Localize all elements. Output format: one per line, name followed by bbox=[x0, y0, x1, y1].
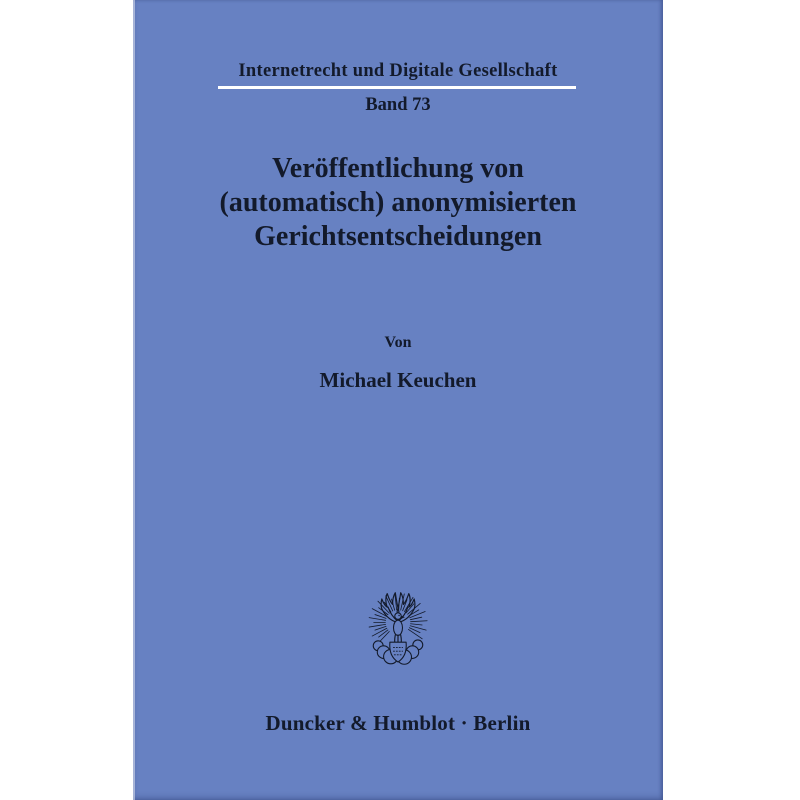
series-title: Internetrecht und Digitale Gesellschaft bbox=[238, 61, 558, 81]
book-cover bbox=[133, 0, 663, 800]
author-prefix: Von bbox=[384, 334, 412, 351]
author-name: Michael Keuchen bbox=[319, 368, 477, 392]
series-divider-rule bbox=[218, 86, 576, 89]
book-title-line-2: (automatisch) anonymisierten bbox=[219, 187, 577, 218]
phoenix-bird-icon bbox=[381, 593, 415, 645]
book-title-line-3: Gerichtsentscheidungen bbox=[254, 221, 542, 252]
book-title-line-1: Veröffentlichung von bbox=[272, 153, 524, 184]
book-title bbox=[133, 152, 663, 254]
publisher-phoenix-emblem-icon bbox=[360, 590, 436, 680]
publisher-imprint: Duncker & Humblot · Berlin bbox=[265, 711, 531, 735]
series-volume: Band 73 bbox=[365, 95, 431, 115]
